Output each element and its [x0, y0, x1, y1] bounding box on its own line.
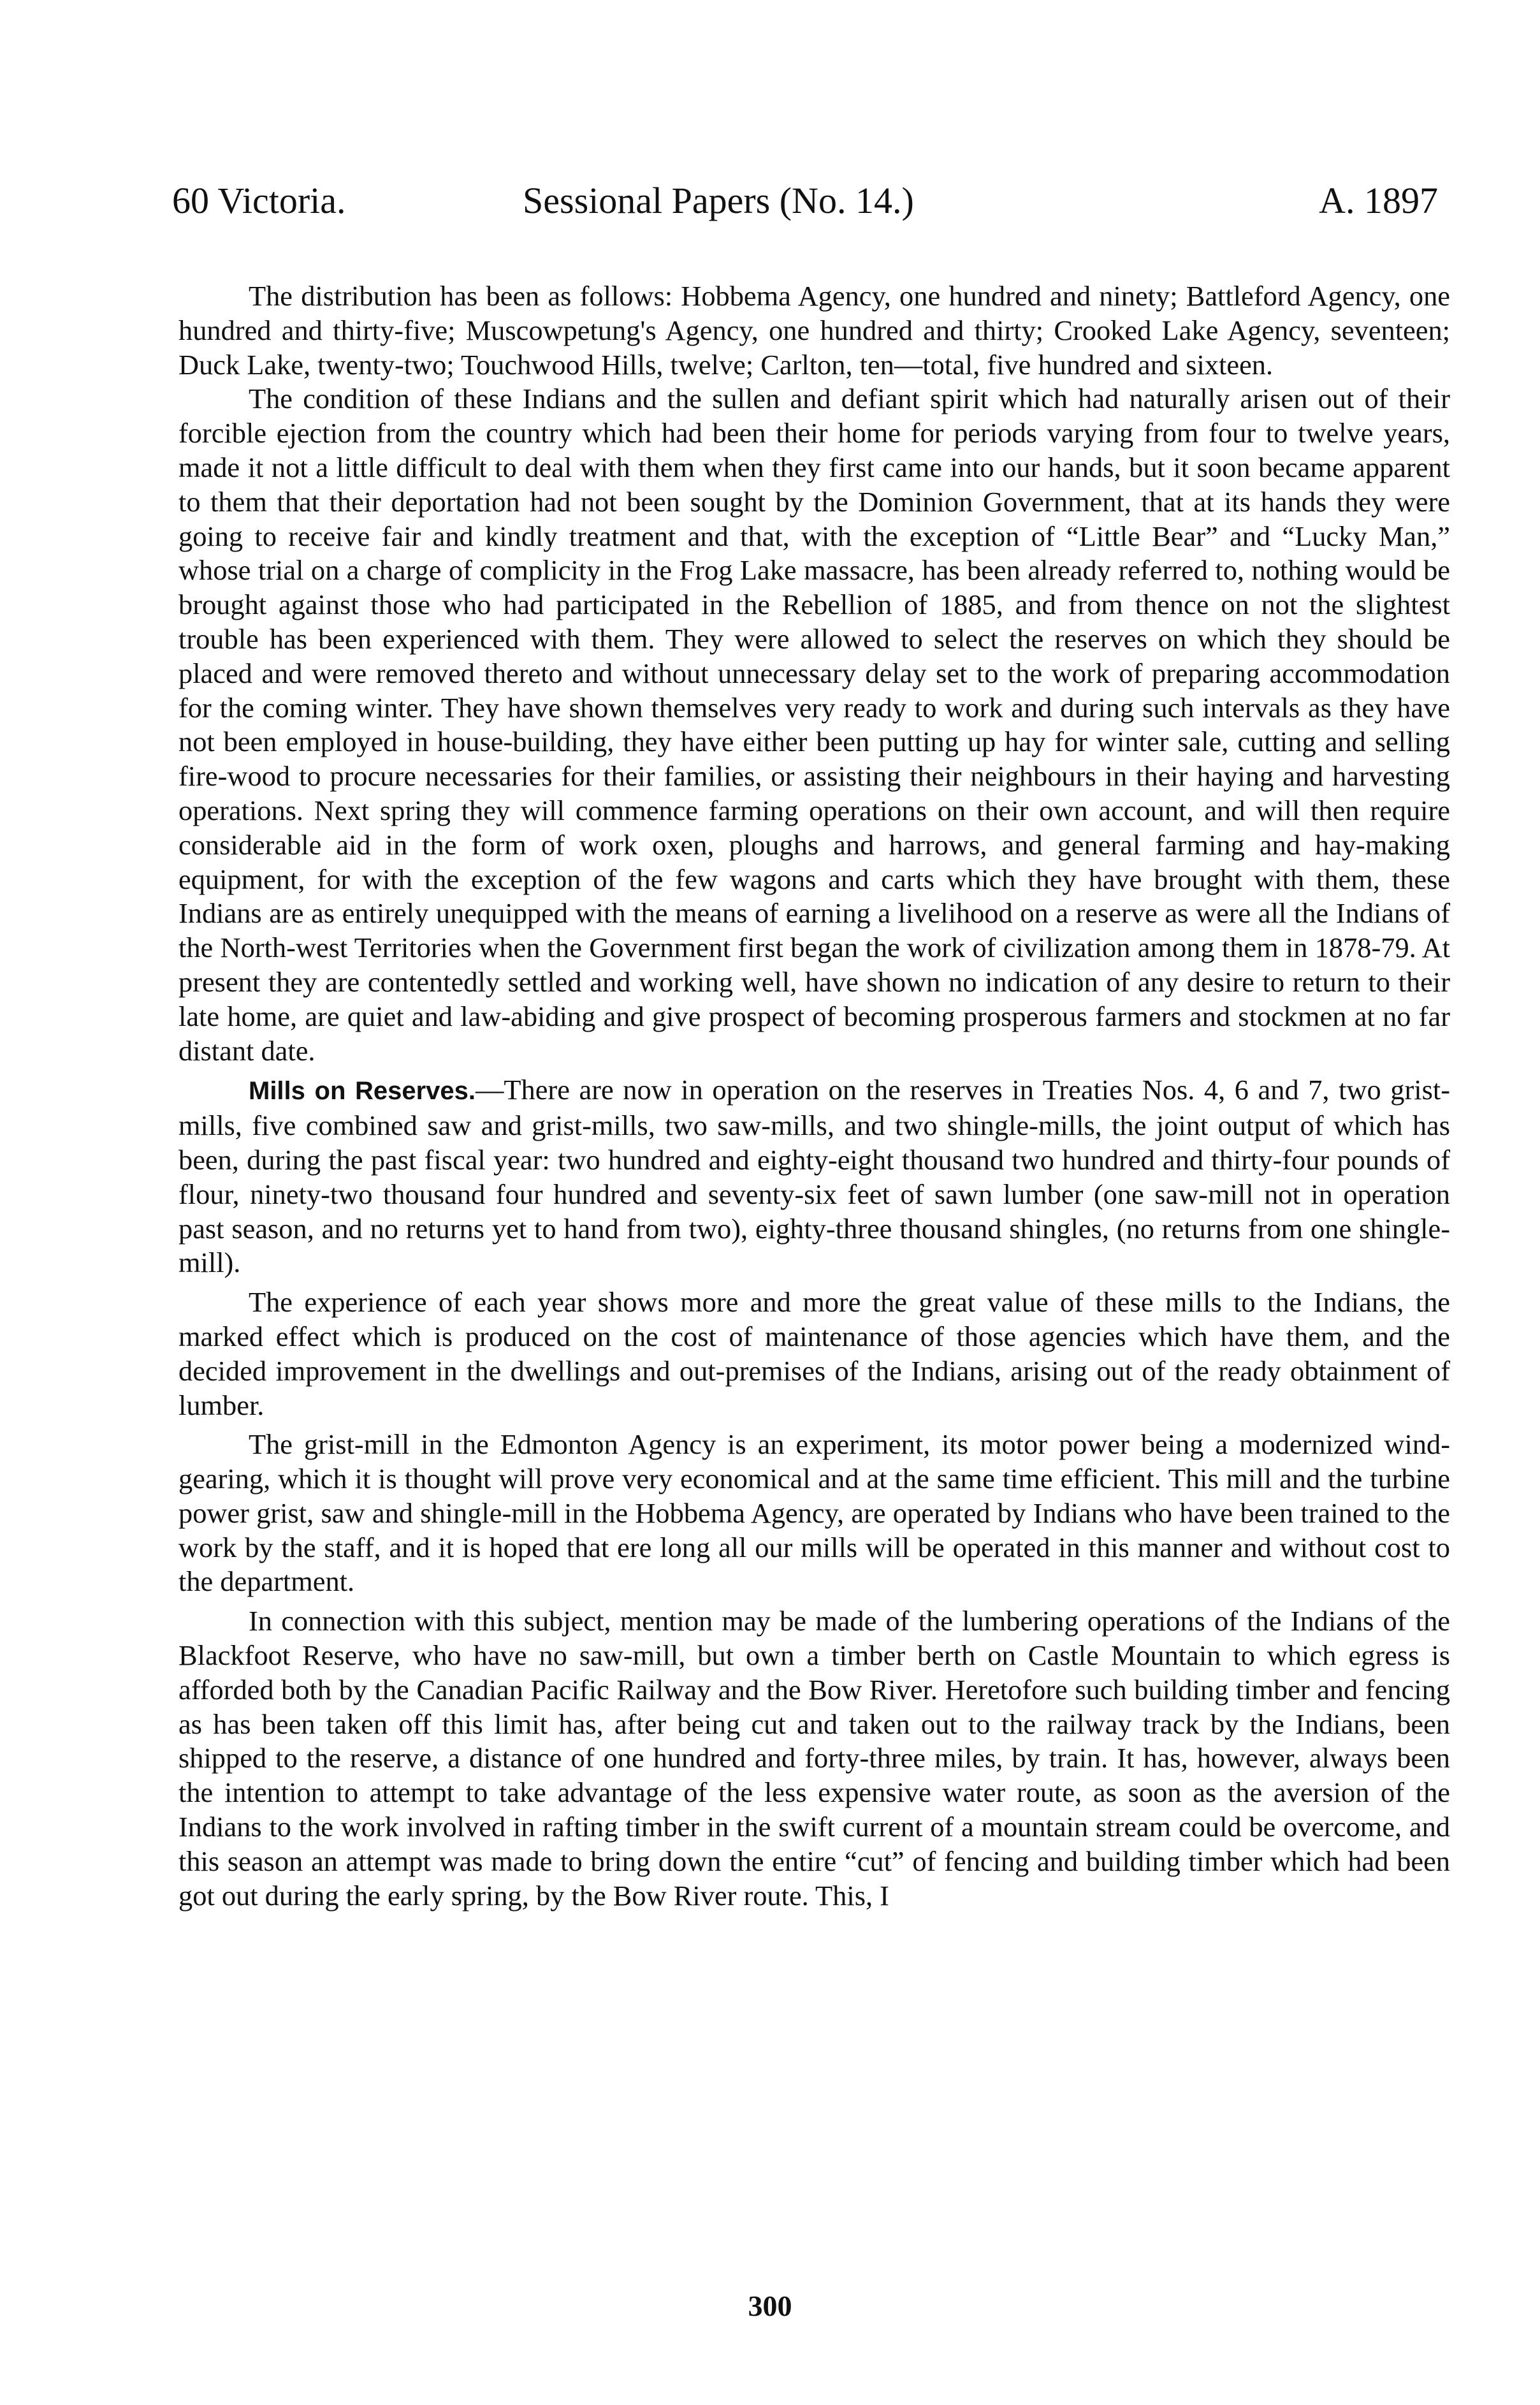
body-text: [178, 279, 1450, 1918]
paragraph-edmonton: The grist-mill in the Edmonton Agency is an experiment, its motor power being a modernized wind-gearing, which it is thought will prove very economical and at the same time efficient. This mill and the turbine power grist, saw and shingle-mill in the Hobbema Agency, are operated by Indians who have been trained to the work by the staff, and it is hoped that ere long all our mills will be operated in this manner and without cost to the department.: [178, 1428, 1450, 1598]
paragraph-experience: The experience of each year shows more and more the great value of these mills to the Indians, the marked effect which is produced on the cost of maintenance of those agencies which have them, and the decided improvement in the dwellings and out-premises of the Indians, arising out of the ready obtainment of lumber.: [178, 1286, 1450, 1421]
header-year: A. 1897: [1319, 180, 1438, 221]
page-number: 300: [748, 2290, 792, 2322]
paragraph-mills-text: —There are now in operation on the reserves in Treaties Nos. 4, 6 and 7, two grist-mills, five combined saw and grist-mills, two saw-mills, and two shingle-mills, the joint output of which has been, during the past fiscal year: two hundred and eighty-eight thousand two hundred and thirty-four pounds of flour, ninety-two thousand four hundred and seventy-six feet of sawn lumber (one saw-mill not in operation past season, and no returns yet to hand from two), eighty-three thousand shingles, (no returns from one shingle-mill).: [178, 1074, 1450, 1279]
paragraph-distribution: The distribution has been as follows: Hobbema Agency, one hundred and ninety; Battleford Agency, one hundred and thirty-five; Muscowpetung's Agency, one hundred and thirty; Crooked Lake Agency, seventeen; Duck Lake, twenty-two; Touchwood Hills, twelve; Carlton, ten—total, five hundred and sixteen.: [178, 280, 1450, 381]
paragraph-condition: The condition of these Indians and the sullen and defiant spirit which had naturally arisen out of their forcible ejection from the country which had been their home for periods varying from four to twelve years, made it not a little difficult to deal with them when they first came into our hands, but it soon became apparent to them that their deportation had not been sought by the Dominion Government, that at its hands they were going to receive fair and kindly treatment and that, with the exception of “Little Bear” and “Lucky Man,” whose trial on a charge of complicity in the Frog Lake massacre, has been already referred to, nothing would be brought against those who had participated in the Rebellion of 1885, and from thence on not the slightest trouble has been experienced with them. They were allowed to select the reserves on which they should be placed and were removed thereto and without unnecessary delay set to the work of preparing accommodation for the coming winter. They have shown themselves very ready to work and during such intervals as they have not been employed in house-building, they have either been putting up hay for winter sale, cutting and selling fire-wood to procure necessaries for their families, or assisting their neighbours in their haying and harvesting operations. Next spring they will commence farming operations on their own account, and will then require considerable aid in the form of work oxen, ploughs and harrows, and general farming and hay-making equipment, for with the exception of the few wagons and carts which they have brought with them, these Indians are as entirely unequipped with the means of earning a livelihood on a reserve as were all the Indians of the North-west Territories when the Government first began the work of civilization among them in 1878-79. At present they are contentedly settled and working well, have shown no indication of any desire to return to their late home, are quiet and law-abiding and give prospect of becoming prosperous farmers and stockmen at no far distant date.: [178, 383, 1450, 1067]
header-session: 60 Victoria.: [172, 180, 346, 221]
section-heading-mills: Mills on Reserves.: [249, 1077, 476, 1106]
paragraph-lumbering: In connection with this subject, mention may be made of the lumbering operations of the Indians of the Blackfoot Reserve, who have no saw-mill, but own a timber berth on Castle Mountain to which egress is afforded both by the Canadian Pacific Railway and the Bow River. Heretofore such building timber and fencing as has been taken off this limit has, after being cut and taken out to the railway track by the Indians, been shipped to the reserve, a distance of one hundred and forty-three miles, by train. It has, however, always been the intention to attempt to take advantage of the less expensive water route, as soon as the aversion of the Indians to the work involved in rafting timber in the swift current of a mountain stream could be overcome, and this season an attempt was made to bring down the entire “cut” of fencing and building timber which had been got out during the early spring, by the Bow River route. This, I: [178, 1605, 1450, 1912]
running-header: [172, 179, 1438, 223]
paragraph-mills: [178, 1073, 1450, 1280]
header-sessional-papers: Sessional Papers (No. 14.): [523, 180, 914, 221]
